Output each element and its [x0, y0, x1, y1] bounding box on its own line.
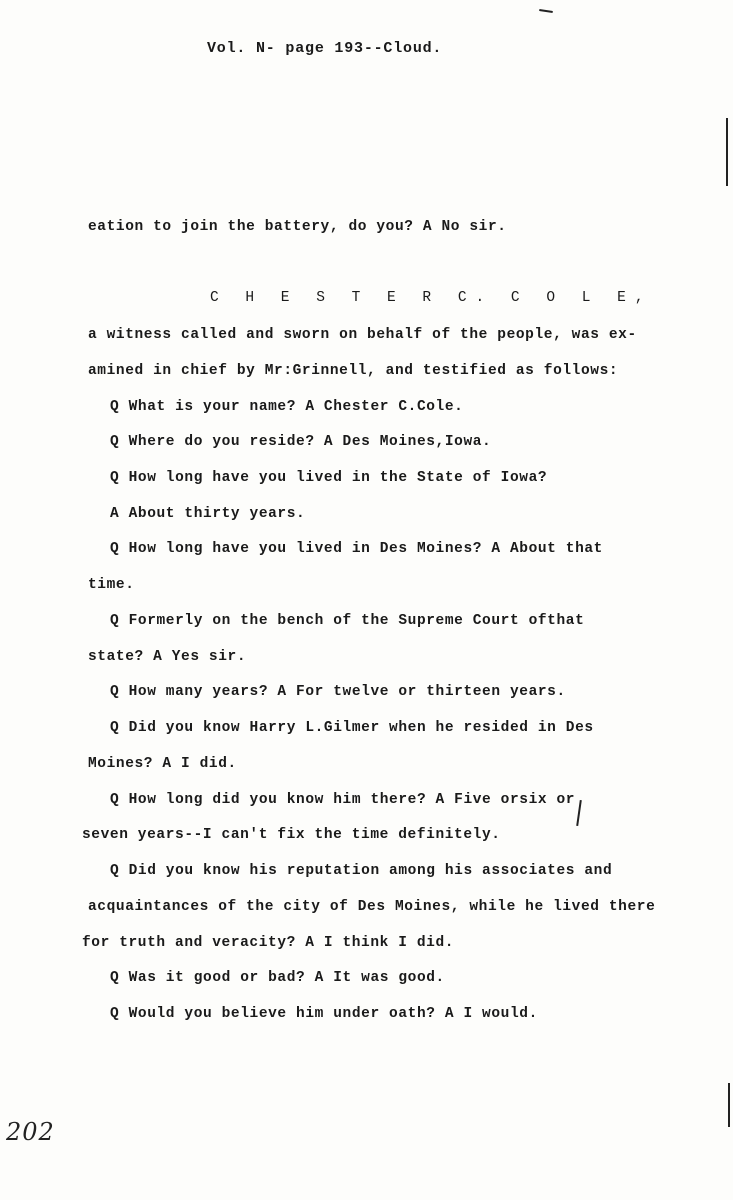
page-header: Vol. N- page 193--Cloud. [207, 40, 443, 57]
page-edge-mark [728, 1083, 730, 1127]
transcript-line: acquaintances of the city of Des Moines, while he lived there [88, 899, 656, 915]
witness-name-heading: C H E S T E R C. C O L E, [210, 290, 653, 306]
transcript-line: Q How long have you lived in Des Moines? A About that [110, 541, 603, 557]
transcript-line: Q How many years? A For twelve or thirteen years. [110, 684, 566, 700]
transcript-line: Q How long have you lived in the State of Iowa? [110, 470, 548, 486]
transcript-line: state? A Yes sir. [88, 649, 247, 665]
transcript-line: Q Where do you reside? A Des Moines,Iowa. [110, 434, 492, 450]
pen-correction-mark [576, 800, 581, 826]
page-edge-mark [726, 118, 728, 186]
transcript-line: eation to join the battery, do you? A No sir. [88, 219, 507, 235]
transcript-line: for truth and veracity? A I think I did. [82, 935, 455, 951]
transcript-line: A About thirty years. [110, 506, 306, 522]
transcript-line: amined in chief by Mr:Grinnell, and testified as follows: [88, 363, 619, 379]
transcript-line: Q Did you know Harry L.Gilmer when he resided in Des [110, 720, 594, 736]
transcript-line: Q Did you know his reputation among his associates and [110, 863, 613, 879]
transcript-line: Moines? A I did. [88, 756, 237, 772]
transcript-line: Q What is your name? A Chester C.Cole. [110, 399, 464, 415]
transcript-line: time. [88, 577, 135, 593]
handwritten-page-number: 202 [6, 1118, 55, 1146]
transcript-line: Q Would you believe him under oath? A I would. [110, 1006, 538, 1022]
transcript-line: Q How long did you know him there? A Five orsix or [110, 792, 576, 808]
transcript-line: seven years--I can't fix the time definitely. [82, 827, 501, 843]
transcript-line: Q Was it good or bad? A It was good. [110, 970, 445, 986]
scan-mark [539, 9, 553, 13]
transcript-line: a witness called and sworn on behalf of the people, was ex- [88, 327, 637, 343]
transcript-line: Q Formerly on the bench of the Supreme Court ofthat [110, 613, 585, 629]
